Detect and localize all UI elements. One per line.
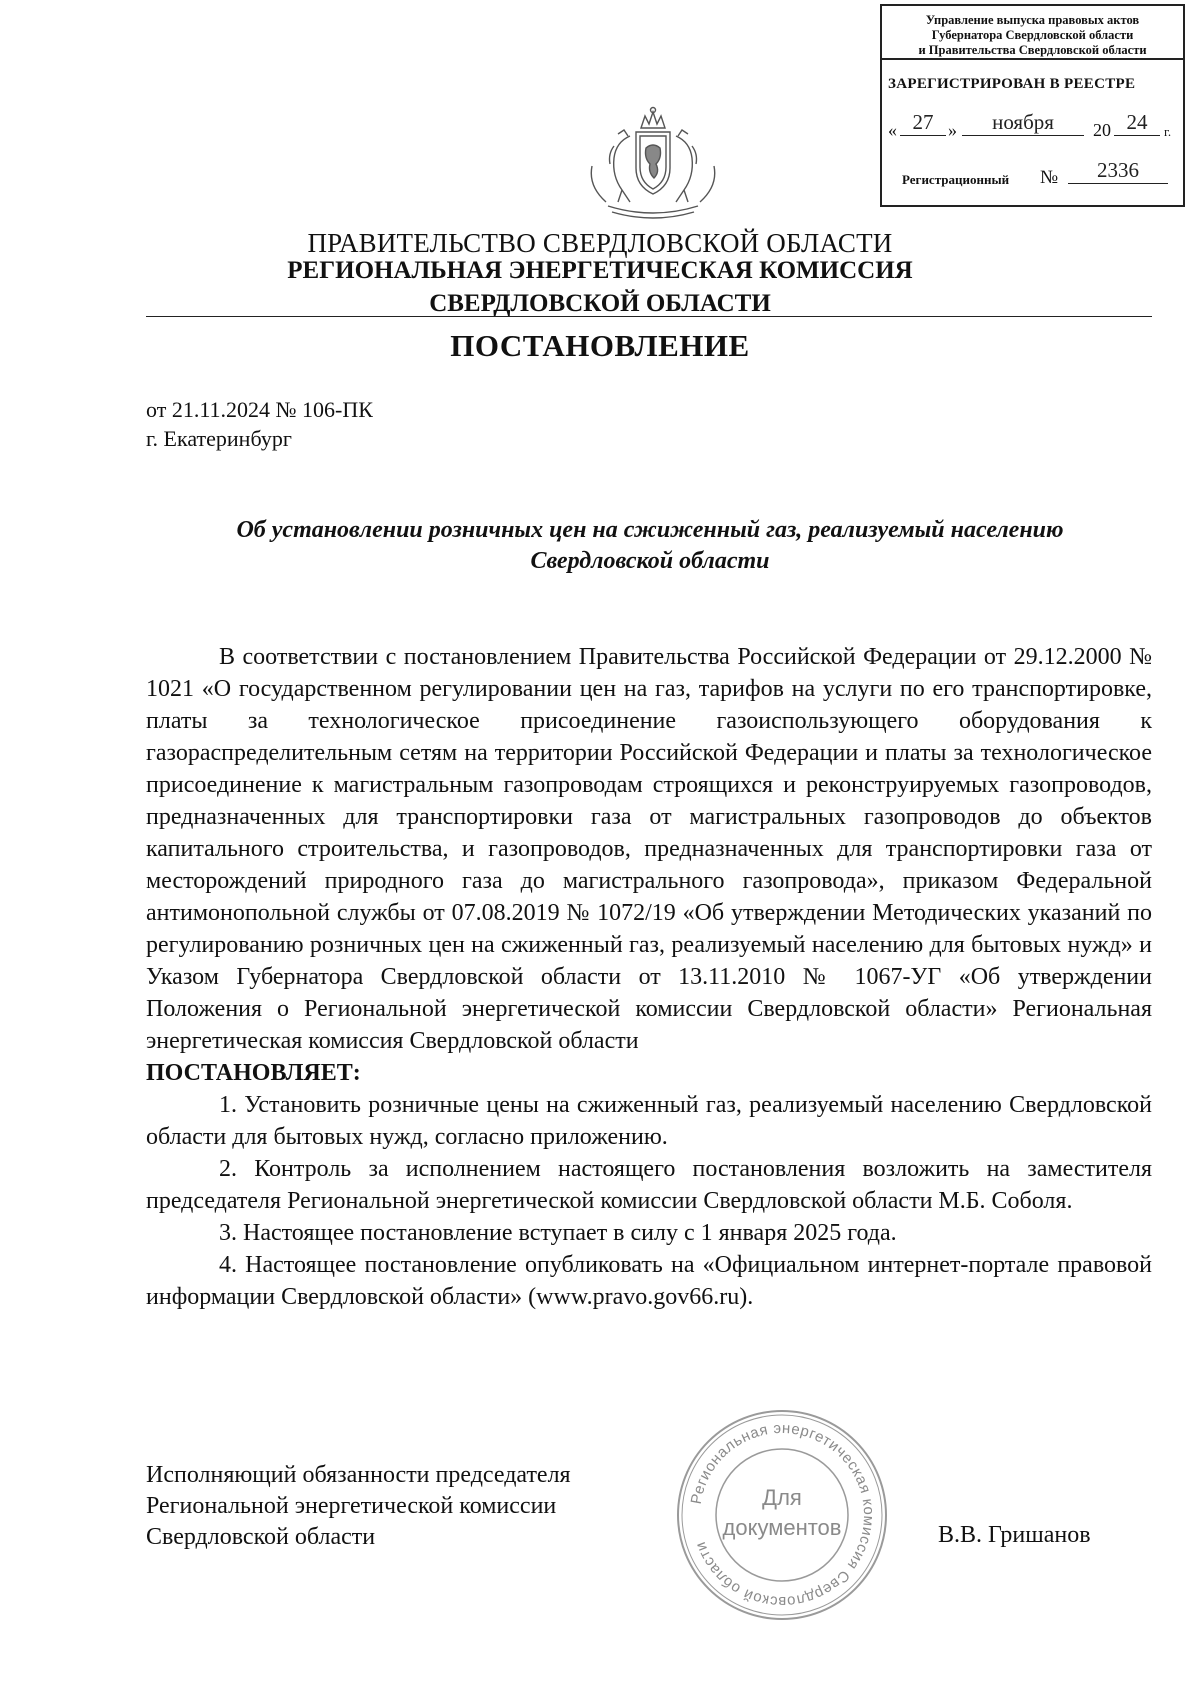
registration-number: 2336 bbox=[1068, 158, 1168, 184]
commission-name-line-1: РЕГИОНАЛЬНАЯ ЭНЕРГЕТИЧЕСКАЯ КОМИССИЯ bbox=[287, 257, 913, 284]
signature-block bbox=[146, 1460, 571, 1553]
registration-number-label: Регистрационный bbox=[902, 172, 1010, 187]
signature-position-line-2: Региональной энергетической комиссии bbox=[146, 1493, 557, 1519]
resolves-heading: ПОСТАНОВЛЯЕТ: bbox=[146, 1060, 361, 1086]
registration-title: ЗАРЕГИСТРИРОВАН В РЕЕСТРЕ bbox=[888, 76, 1136, 92]
preamble-paragraph: В соответствии с постановлением Правительства Российской Федерации от 29.12.2000 № 1021 «О государственном регулировании цен на газ, тарифов на услуги по его транспортировке, платы за технологическое присоединение газоиспользующего оборудования к газораспределительным сетям на территории Российской Федерации и платы за технологическое присоединение к магистральным газопроводам строящихся и реконструируемых газопроводов, предназначенных для транспортировки газа от магистральных газопроводов до объектов капитального строительства, и газопроводов, предназначенных для транспортировки газа от месторождений природного газа до магистрального газопровода», приказом Федеральной антимонопольной службы от 07.08.2019 № 1072/19 «Об утверждении Методических указаний по регулированию розничных цен на сжиженный газ, реализуемый населению для бытовых нужд» и Указом Губернатора Свердловской области от 13.11.2010 № 1067-УГ «Об утверждении Положения о Региональной энергетической комиссии Свердловской области» Региональная энергетическая комиссия Свердловской области bbox=[146, 644, 1152, 1054]
date-quote-close: » bbox=[948, 120, 957, 140]
list-item: 4. Настоящее постановление опубликовать на «Официальном интернет-портале правовой информации Свердловской области» (www.pravo.gov66.ru). bbox=[146, 1252, 1152, 1310]
registration-year-prefix: 20 bbox=[1093, 120, 1111, 140]
registration-office-line-1: Управление выпуска правовых актов bbox=[925, 13, 1140, 27]
registration-office-line-3: и Правительства Свердловской области bbox=[918, 43, 1147, 57]
document-date-number: от 21.11.2024 № 106-ПК bbox=[146, 397, 373, 422]
official-seal bbox=[672, 1405, 892, 1625]
document-city: г. Екатеринбург bbox=[146, 426, 292, 451]
registration-year-unit: г. bbox=[1164, 124, 1172, 139]
commission-name-line-2: СВЕРДЛОВСКОЙ ОБЛАСТИ bbox=[429, 290, 771, 317]
svg-text:документов: документов bbox=[722, 1515, 842, 1540]
registration-day: 27 bbox=[900, 110, 946, 136]
date-quote-open: « bbox=[888, 120, 897, 140]
registration-office-line-2: Губернатора Свердловской области bbox=[931, 28, 1134, 42]
document-title bbox=[150, 515, 1150, 577]
signatory-name: В.В. Гришанов bbox=[938, 1522, 1091, 1548]
coat-of-arms-icon bbox=[578, 106, 728, 226]
registration-month: ноября bbox=[962, 110, 1084, 136]
registration-office bbox=[882, 6, 1183, 60]
svg-text:Региональная энергетическая ко: Региональная энергетическая комиссия Свердловской области bbox=[687, 1419, 878, 1611]
document-type: ПОСТАНОВЛЕНИЕ bbox=[450, 328, 750, 363]
document-title-line-1: Об установлении розничных цен на сжиженный газ, реализуемый населению bbox=[236, 517, 1064, 543]
list-item: 1. Установить розничные цены на сжиженный газ, реализуемый населению Свердловской области для бытовых нужд, согласно приложению. bbox=[146, 1092, 1152, 1150]
signature-position-line-1: Исполняющий обязанности председателя bbox=[146, 1462, 571, 1488]
svg-text:Для: Для bbox=[762, 1485, 802, 1510]
registration-number-sign: № bbox=[1040, 167, 1059, 188]
government-name: ПРАВИТЕЛЬСТВО СВЕРДЛОВСКОЙ ОБЛАСТИ bbox=[307, 228, 893, 258]
header-divider bbox=[146, 316, 1152, 317]
document-body bbox=[146, 641, 1152, 1313]
registration-number-row bbox=[902, 158, 1182, 194]
list-item: 3. Настоящее постановление вступает в силу с 1 января 2025 года. bbox=[219, 1220, 897, 1246]
registration-stamp-box bbox=[880, 4, 1185, 207]
signature-position-line-3: Свердловской области bbox=[146, 1524, 376, 1550]
registration-date bbox=[888, 110, 1180, 144]
list-item: 2. Контроль за исполнением настоящего постановления возложить на заместителя председателя Региональной энергетической комиссии Свердловской области М.Б. Соболя. bbox=[146, 1156, 1152, 1214]
registration-year-suffix: 24 bbox=[1114, 110, 1160, 136]
document-title-line-2: Свердловской области bbox=[530, 548, 770, 574]
